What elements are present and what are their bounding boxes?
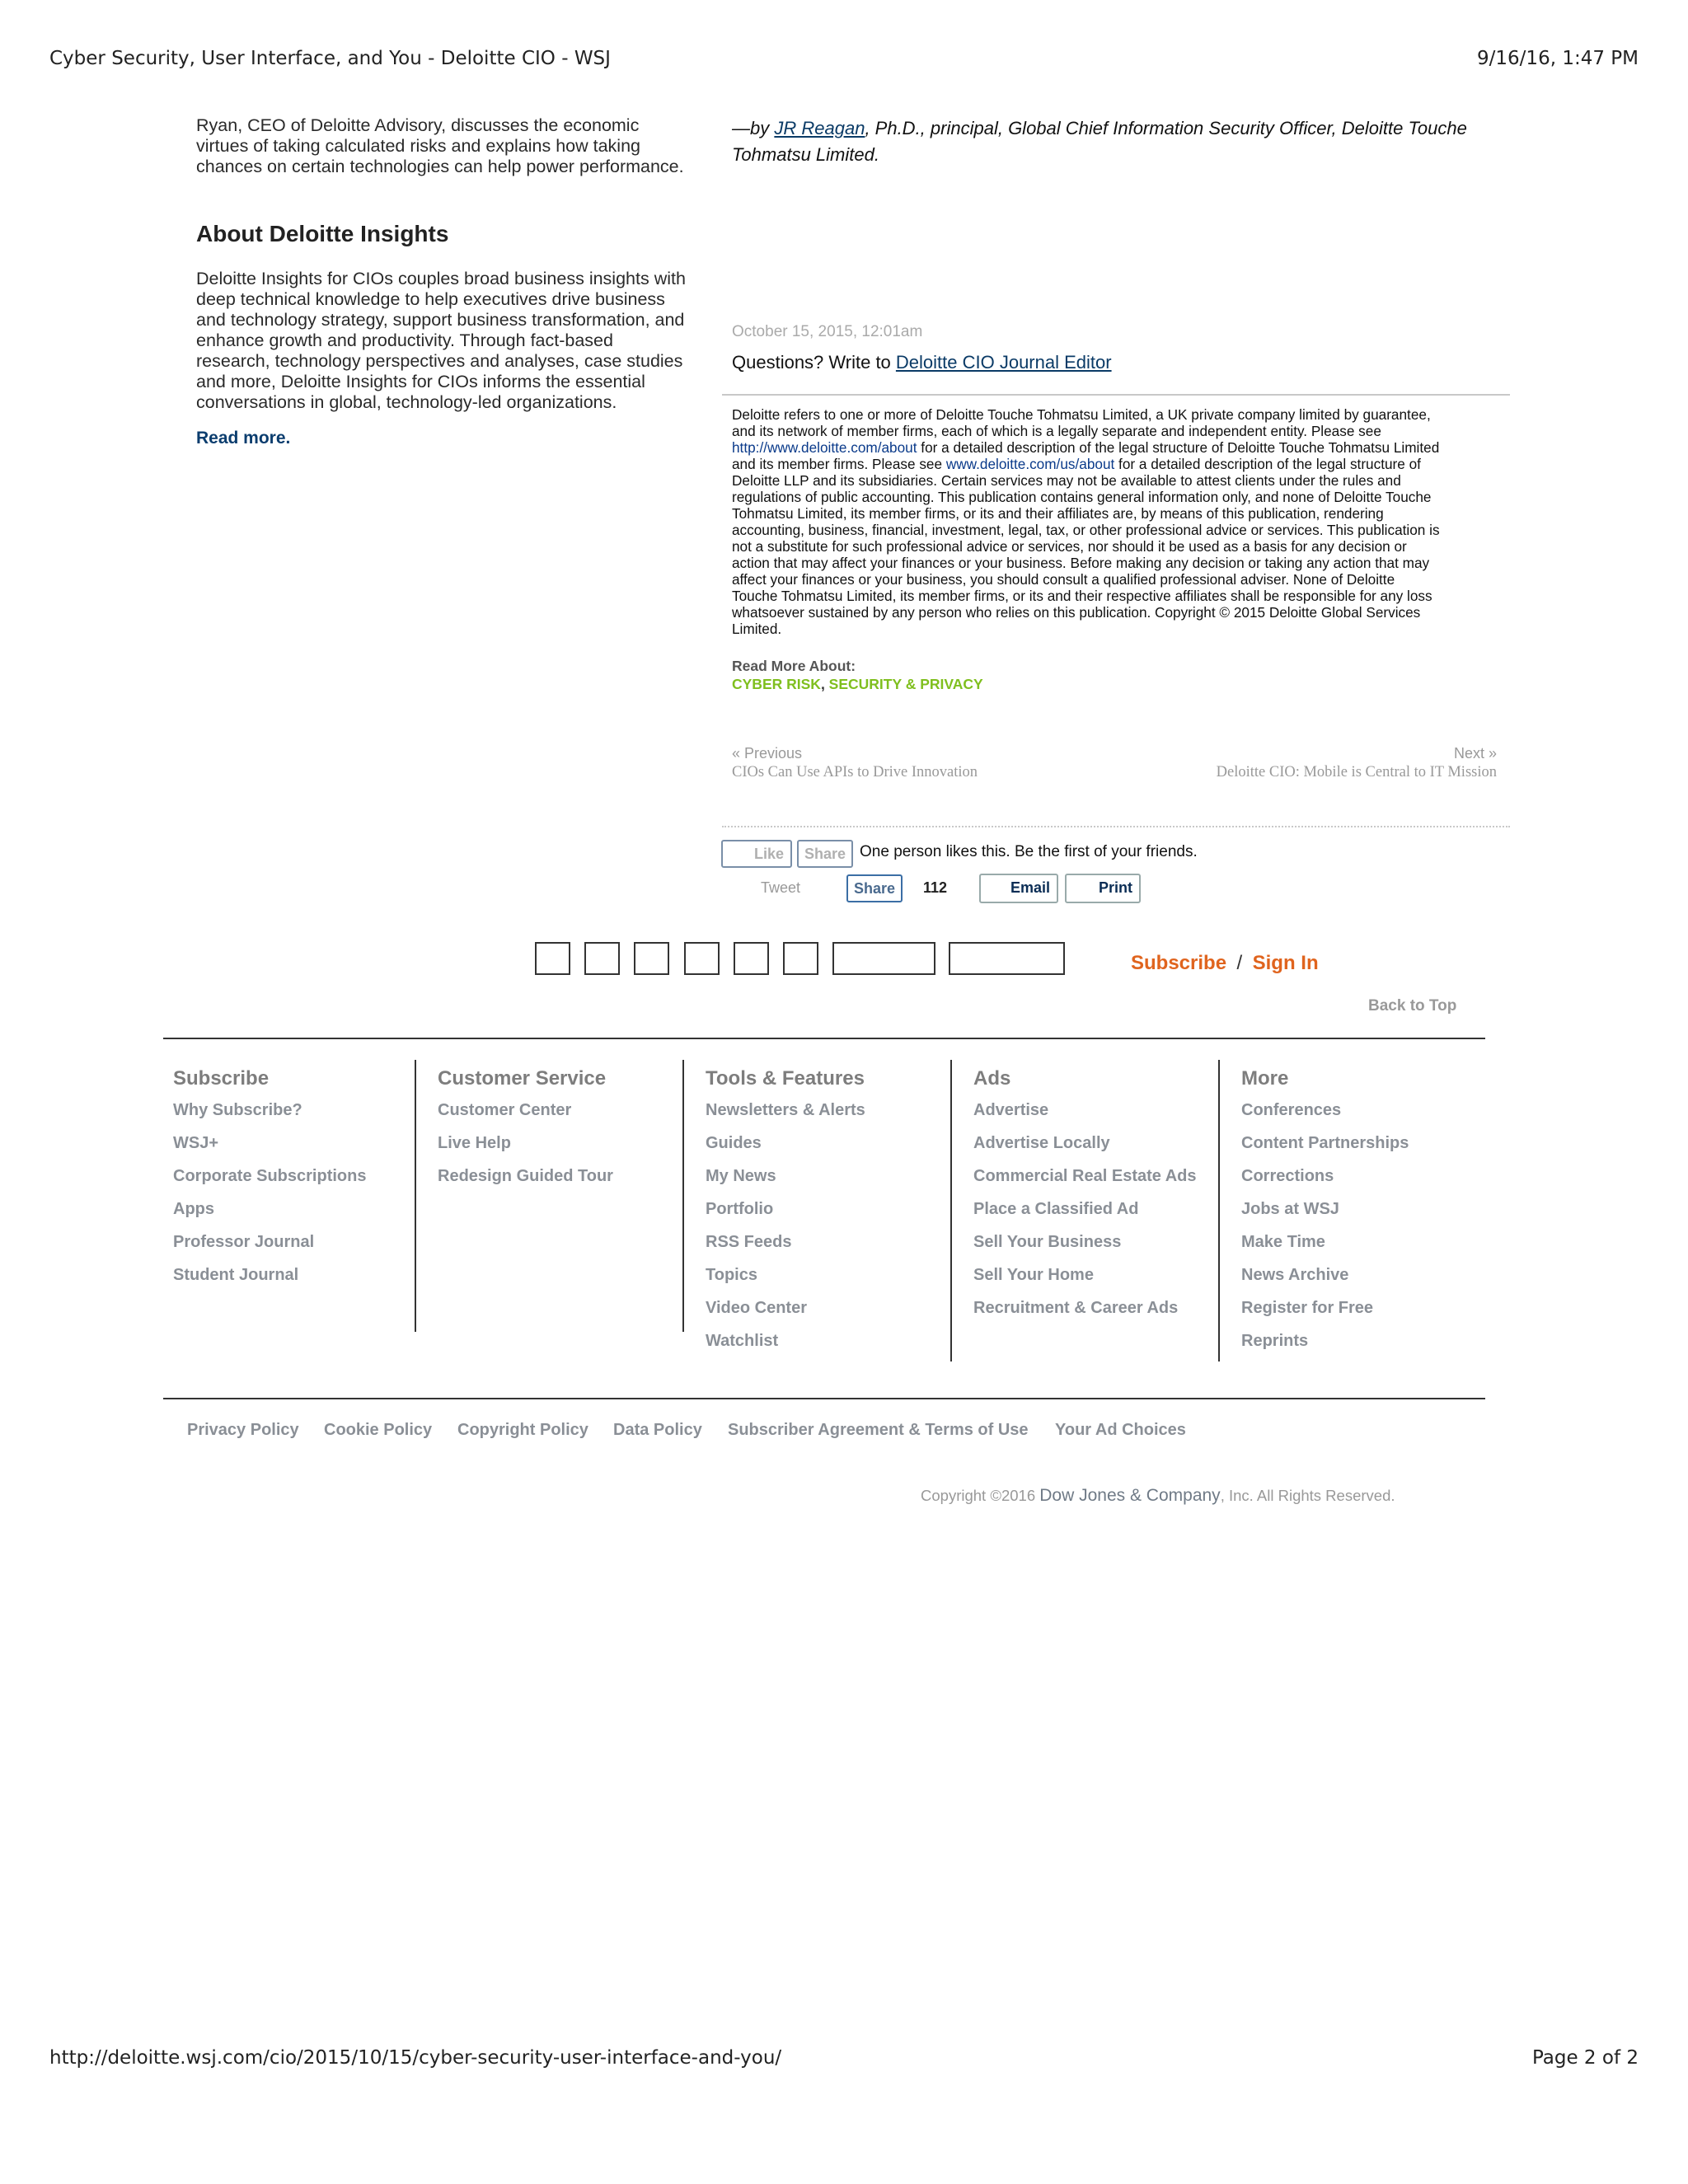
- footer-link[interactable]: Sell Your Business: [973, 1233, 1122, 1251]
- about-text: [196, 269, 715, 413]
- disclaimer-line: action that may affect your finances or your business. Before making any decision or taking any action that may: [732, 555, 1430, 571]
- article-byline: [732, 115, 1507, 168]
- placeholder-box: [535, 942, 570, 975]
- footer-link[interactable]: Corrections: [1241, 1167, 1334, 1185]
- column-divider: [682, 1060, 684, 1332]
- footer-link[interactable]: Advertise: [973, 1101, 1049, 1119]
- column-heading: Ads: [973, 1067, 1011, 1090]
- footer-link[interactable]: Place a Classified Ad: [973, 1200, 1139, 1218]
- disclaimer-text: and its member firms. Please see: [732, 456, 946, 472]
- topic-tags: [732, 676, 983, 693]
- footer-link[interactable]: Apps: [173, 1200, 214, 1218]
- footer-column-subscribe: [173, 1067, 366, 1291]
- facebook-share-button[interactable]: Share: [797, 840, 853, 868]
- facebook-like-button[interactable]: Like: [721, 840, 792, 868]
- about-line: deep technical knowledge to help executives drive business: [196, 289, 665, 309]
- placeholder-box: [783, 942, 818, 975]
- sign-in-link[interactable]: Sign In: [1252, 952, 1319, 974]
- intro-line: chances on certain technologies can help power performance.: [196, 157, 684, 176]
- copyright-notice: [921, 1486, 1395, 1506]
- footer-link[interactable]: Watchlist: [706, 1332, 779, 1350]
- column-heading: Subscribe: [173, 1067, 270, 1090]
- dotted-divider: [722, 826, 1510, 827]
- footer-link[interactable]: Video Center: [706, 1299, 807, 1317]
- column-heading: More: [1241, 1067, 1289, 1090]
- tag-security-privacy[interactable]: SECURITY & PRIVACY: [828, 676, 983, 692]
- deloitte-about-link[interactable]: http://www.deloitte.com/about: [732, 439, 917, 456]
- placeholder-box: [634, 942, 669, 975]
- footer-link[interactable]: Portfolio: [706, 1200, 774, 1218]
- footer-link[interactable]: Why Subscribe?: [173, 1101, 302, 1119]
- disclaimer-line: accounting, business, financial, investment, legal, tax, or other professional advice or services. This publication is: [732, 522, 1440, 538]
- privacy-policy-link[interactable]: Privacy Policy: [187, 1421, 299, 1439]
- about-line: and technology strategy, support business transformation, and: [196, 310, 685, 330]
- placeholder-box: [832, 942, 935, 975]
- disclaimer-line: whatsoever sustained by any person who relies on this publication. Copyright © 2015 Deloitte Global Services: [732, 604, 1421, 621]
- footer-link[interactable]: Advertise Locally: [973, 1134, 1110, 1152]
- read-more-about-label: Read More About:: [732, 658, 856, 674]
- intro-text: [196, 115, 707, 177]
- about-line: conversations in global, technology-led organizations.: [196, 392, 617, 412]
- footer-link[interactable]: Redesign Guided Tour: [438, 1167, 613, 1185]
- about-line: Deloitte Insights for CIOs couples broad business insights with: [196, 269, 686, 288]
- footer-link[interactable]: My News: [706, 1167, 776, 1185]
- tag-cyber-risk[interactable]: CYBER RISK: [732, 676, 821, 692]
- disclaimer-line: Deloitte refers to one or more of Deloitte Touche Tohmatsu Limited, a UK private company limited by guarantee,: [732, 406, 1431, 423]
- about-line: and more, Deloitte Insights for CIOs informs the essential: [196, 372, 645, 391]
- copyright-policy-link[interactable]: Copyright Policy: [457, 1421, 588, 1439]
- byline-prefix: —by: [732, 118, 775, 138]
- email-button[interactable]: Email: [979, 874, 1058, 903]
- cookie-policy-link[interactable]: Cookie Policy: [324, 1421, 433, 1439]
- placeholder-box: [949, 942, 1065, 975]
- disclaimer-line: Deloitte LLP and its subsidiaries. Certain services may not be available to attest clients under the rules and: [732, 472, 1401, 489]
- footer-link[interactable]: RSS Feeds: [706, 1233, 792, 1251]
- disclaimer-line: Limited.: [732, 621, 782, 637]
- copyright-prefix: Copyright ©2016: [921, 1487, 1040, 1504]
- footer-link[interactable]: Customer Center: [438, 1101, 572, 1119]
- disclaimer-line: Touche Tohmatsu Limited, its member firms, or its and their respective affiliates shall be responsible for any loss: [732, 588, 1432, 604]
- placeholder-box: [684, 942, 720, 975]
- likes-text: One person likes this. Be the first of your friends.: [860, 843, 1198, 860]
- footer-link[interactable]: Content Partnerships: [1241, 1134, 1409, 1152]
- footer-link[interactable]: Reprints: [1241, 1332, 1309, 1350]
- footer-link[interactable]: Recruitment & Career Ads: [973, 1299, 1179, 1317]
- column-divider: [1218, 1060, 1220, 1361]
- next-label[interactable]: Next »: [1453, 745, 1497, 762]
- previous-label[interactable]: « Previous: [732, 745, 803, 762]
- intro-line: virtues of taking calculated risks and explains how taking: [196, 136, 640, 156]
- column-divider: [415, 1060, 416, 1332]
- footer-bottom-rule: [163, 1398, 1485, 1399]
- footer-link[interactable]: Commercial Real Estate Ads: [973, 1167, 1197, 1185]
- byline-rest: , Ph.D., principal, Global Chief Information Security Officer, Deloitte Touche: [865, 118, 1467, 138]
- subscribe-link[interactable]: Subscribe: [1131, 952, 1227, 974]
- disclaimer-line: and its network of member firms, each of which is a legally separate and independent entity. Please see: [732, 423, 1381, 439]
- intro-line: Ryan, CEO of Deloitte Advisory, discusses the economic: [196, 115, 640, 135]
- footer-top-rule: [163, 1038, 1485, 1039]
- read-more-link[interactable]: Read more.: [196, 429, 291, 448]
- disclaimer-line: affect your finances or your business, you should consult a qualified professional adviser. None of Deloitte: [732, 571, 1395, 588]
- next-post-link[interactable]: Deloitte CIO: Mobile is Central to IT Mission: [1216, 764, 1497, 780]
- about-title: About Deloitte Insights: [196, 221, 449, 246]
- ad-choices-link[interactable]: Your Ad Choices: [1055, 1421, 1186, 1439]
- footer-column-tools-features: [706, 1067, 865, 1357]
- placeholder-box: [734, 942, 769, 975]
- print-datetime: 9/16/16, 1:47 PM: [1477, 48, 1639, 69]
- footer-link[interactable]: Register for Free: [1241, 1299, 1374, 1317]
- account-links: [1131, 952, 1319, 975]
- footer-link[interactable]: Live Help: [438, 1134, 511, 1152]
- footer-column-customer-service: [438, 1067, 613, 1193]
- footer-link[interactable]: Corporate Subscriptions: [173, 1167, 367, 1185]
- about-line: enhance growth and productivity. Through fact-based: [196, 330, 613, 350]
- footer-link[interactable]: Make Time: [1241, 1233, 1325, 1251]
- data-policy-link[interactable]: Data Policy: [613, 1421, 702, 1439]
- column-heading: Customer Service: [438, 1067, 607, 1090]
- column-divider: [950, 1060, 952, 1361]
- print-url: http://deloitte.wsj.com/cio/2015/10/15/cyber-security-user-interface-and-you/: [49, 2047, 782, 2069]
- disclaimer-line: not a substitute for such professional advice or services, nor should it be used as a basis for any decision or: [732, 538, 1407, 555]
- share-count: 112: [923, 879, 948, 896]
- share-button[interactable]: Share: [846, 874, 903, 902]
- tag-separator: ,: [820, 676, 829, 692]
- print-page-number: Page 2 of 2: [1531, 2047, 1639, 2069]
- author-link[interactable]: JR Reagan: [774, 118, 865, 138]
- footer-link[interactable]: WSJ+: [173, 1134, 219, 1152]
- subscriber-agreement-link[interactable]: Subscriber Agreement & Terms of Use: [728, 1421, 1029, 1439]
- back-to-top-link[interactable]: Back to Top: [1368, 997, 1457, 1015]
- footer-link[interactable]: Newsletters & Alerts: [706, 1101, 865, 1119]
- footer-link[interactable]: Student Journal: [173, 1266, 299, 1284]
- footer-link[interactable]: Sell Your Home: [973, 1266, 1094, 1284]
- disclaimer-line: regulations of public accounting. This publication contains general information only, and none of Deloitte Touche: [732, 489, 1432, 505]
- account-separator: /: [1236, 952, 1243, 974]
- questions-line: [732, 352, 1112, 373]
- previous-post-link[interactable]: CIOs Can Use APIs to Drive Innovation: [732, 764, 978, 780]
- about-line: research, technology perspectives and analyses, case studies: [196, 351, 683, 371]
- footer-link[interactable]: Jobs at WSJ: [1241, 1200, 1339, 1218]
- placeholder-box: [584, 942, 620, 975]
- dow-jones-link[interactable]: Dow Jones & Company: [1039, 1486, 1221, 1505]
- column-heading: Tools & Features: [706, 1067, 865, 1090]
- byline-rest-line2: Tohmatsu Limited.: [732, 144, 879, 165]
- tweet-button[interactable]: Tweet: [761, 879, 801, 896]
- footer-column-ads: [973, 1067, 1196, 1324]
- footer-link[interactable]: Guides: [706, 1134, 762, 1152]
- editor-link[interactable]: Deloitte CIO Journal Editor: [895, 352, 1112, 373]
- divider: [722, 394, 1510, 396]
- copyright-suffix: , Inc. All Rights Reserved.: [1220, 1487, 1395, 1504]
- footer-link[interactable]: Topics: [706, 1266, 757, 1284]
- footer-link[interactable]: Professor Journal: [173, 1233, 315, 1251]
- print-page-title: Cyber Security, User Interface, and You - Deloitte CIO - WSJ: [49, 48, 611, 69]
- disclaimer-text: for a detailed description of the legal structure of Deloitte Touche Tohmatsu Limited: [917, 439, 1440, 456]
- footer-column-more: [1241, 1067, 1409, 1357]
- print-button[interactable]: Print: [1065, 874, 1141, 903]
- footer-link[interactable]: Conferences: [1241, 1101, 1342, 1119]
- footer-link[interactable]: News Archive: [1241, 1266, 1349, 1284]
- disclaimer-line: Tohmatsu Limited, its member firms, or its and their affiliates are, by means of this publication, rendering: [732, 505, 1384, 522]
- disclaimer-text: for a detailed description of the legal structure of: [1114, 456, 1421, 472]
- article-date: October 15, 2015, 12:01am: [732, 323, 923, 340]
- deloitte-us-about-link[interactable]: www.deloitte.com/us/about: [945, 456, 1115, 472]
- questions-prefix: Questions? Write to: [732, 352, 896, 373]
- disclaimer: [732, 406, 1507, 637]
